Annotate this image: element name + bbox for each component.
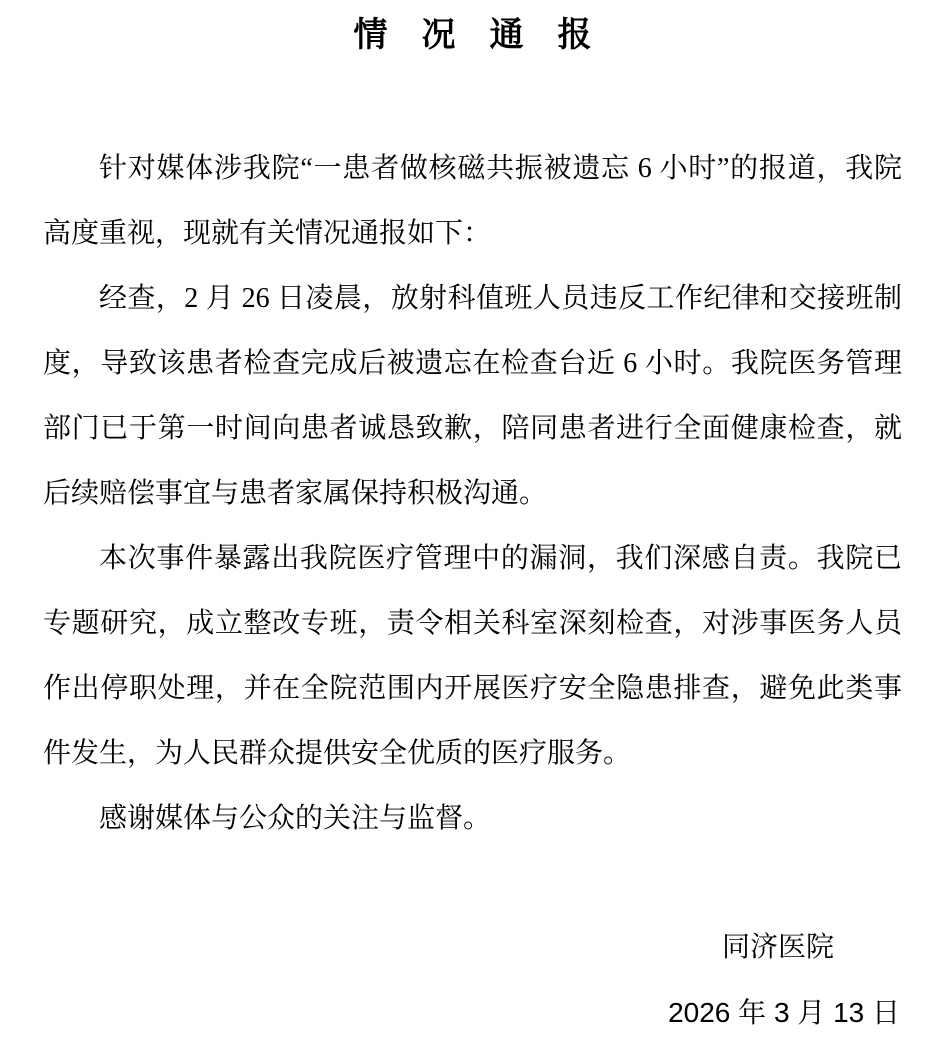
document-title: 情 况 通 报 — [353, 17, 592, 54]
document-date: 2026 年 3 月 13 日 — [668, 997, 900, 1028]
body-paragraph: 感谢媒体与公众的关注与监督。 — [99, 803, 492, 834]
body-paragraph: 针对媒体涉我院“一患者做核磁共振被遗忘 6 小时”的报道，我院高度重视，现就有关情况通报如下： — [43, 153, 902, 249]
body-paragraph: 本次事件暴露出我院医疗管理中的漏洞，我们深感自责。我院已专题研究，成立整改专班，责令相关科室深刻检查，对涉事医务人员作出停职处理，并在全院范围内开展医疗安全隐患排查，避免此类事件发生，为人民群众提供安全优质的医疗服务。 — [43, 543, 902, 769]
signature: 同济医院 — [721, 932, 834, 963]
body-paragraph: 经查，2 月 26 日凌晨，放射科值班人员违反工作纪律和交接班制度，导致该患者检查完成后被遗忘在检查台近 6 小时。我院医务管理部门已于第一时间向患者诚恳致歉，陪同患者进行全面健康检查，就后续赔偿事宜与患者家属保持积极沟通。 — [43, 283, 902, 509]
document-body — [43, 136, 902, 851]
